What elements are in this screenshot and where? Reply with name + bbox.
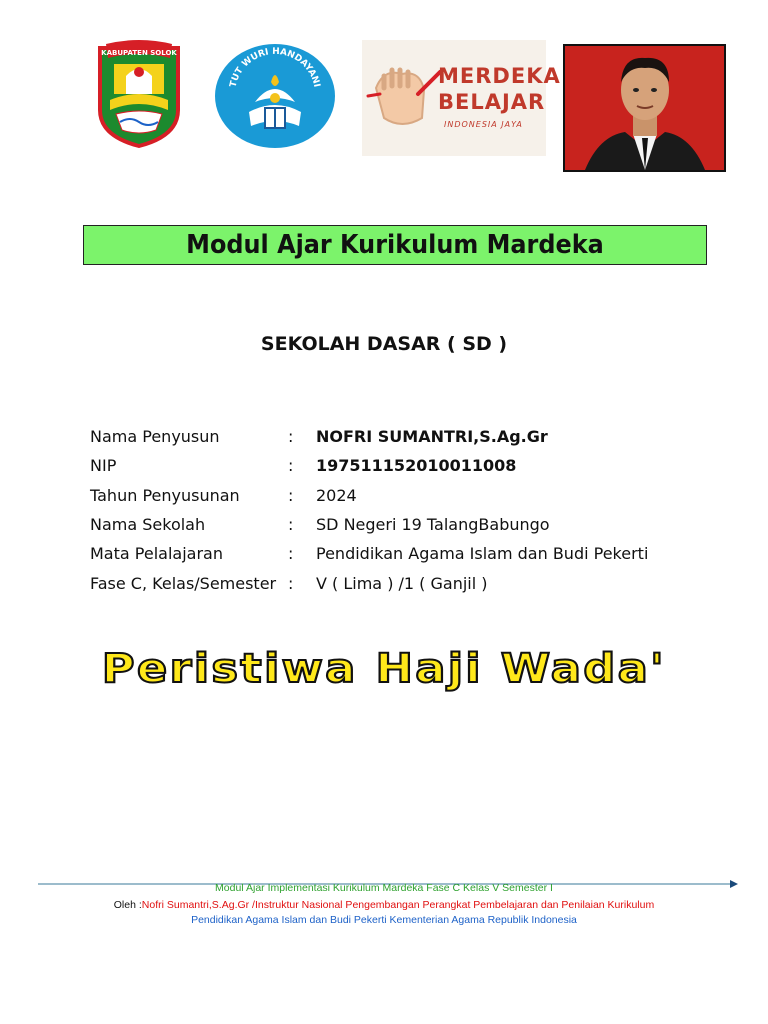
footer-ministry-line: Pendidikan Agama Islam dan Budi Pekerti Kementerian Agama Republik Indonesia xyxy=(191,914,577,926)
info-colon: : xyxy=(288,456,294,476)
info-value-phase: V ( Lima ) /1 ( Ganjil ) xyxy=(316,573,488,593)
solok-logo-text: KABUPATEN SOLOK xyxy=(101,49,177,57)
module-info-table xyxy=(90,422,648,598)
lesson-title xyxy=(0,646,768,692)
info-label: Tahun Penyusunan xyxy=(90,485,240,505)
tut-wuri-handayani-logo xyxy=(213,42,337,150)
info-row-school xyxy=(90,510,648,539)
merdeka-belajar-logo xyxy=(362,40,561,156)
info-colon: : xyxy=(288,573,294,593)
school-level-heading: SEKOLAH DASAR ( SD ) xyxy=(260,333,508,355)
merdeka-logo-subtitle: INDONESIA JAYA xyxy=(444,120,523,129)
info-value-nip: 197511152010011008 xyxy=(316,456,517,476)
footer-author-prefix: Oleh : xyxy=(113,899,142,911)
info-label: Nama Penyusun xyxy=(90,427,220,447)
footer-module-line: Modul Ajar Implementasi Kurikulum Mardeka Fase C Kelas V Semester I xyxy=(215,882,553,894)
info-label: Fase C, Kelas/Semester xyxy=(90,573,277,593)
info-label: Mata Pelalajaran xyxy=(90,544,223,564)
module-title: Modul Ajar Kurikulum Mardeka xyxy=(186,230,604,260)
info-row-subject xyxy=(90,539,648,568)
info-row-year xyxy=(90,481,648,510)
kabupaten-solok-logo xyxy=(96,40,182,148)
merdeka-logo-line1: MERDEKA xyxy=(438,64,561,88)
info-row-author xyxy=(90,422,648,451)
info-colon: : xyxy=(288,544,294,564)
info-colon: : xyxy=(288,515,294,535)
info-row-nip xyxy=(90,451,648,480)
author-photo xyxy=(563,44,726,172)
info-value-subject: Pendidikan Agama Islam dan Budi Pekerti xyxy=(316,544,649,564)
merdeka-logo-line2: BELAJAR xyxy=(438,90,546,114)
module-title-banner xyxy=(83,225,707,265)
footer-author-name: Nofri Sumantri,S.Ag.Gr /Instruktur Nasional Pengembangan Perangkat Pembelajaran dan Penilaian Kurikulum xyxy=(141,899,655,911)
info-value-school: SD Negeri 19 TalangBabungo xyxy=(316,515,550,535)
tutwuri-logo-text: TUT WURI HANDAYANI xyxy=(228,46,322,89)
info-label: Nama Sekolah xyxy=(90,515,206,535)
info-value-year: 2024 xyxy=(316,485,357,505)
info-label: NIP xyxy=(90,456,117,476)
info-row-phase xyxy=(90,568,648,597)
info-colon: : xyxy=(288,485,294,505)
footer-author-line xyxy=(0,899,768,911)
info-colon: : xyxy=(288,427,294,447)
lesson-title-text: Peristiwa Haji Wada' xyxy=(101,646,667,692)
info-value-author: NOFRI SUMANTRI,S.Ag.Gr xyxy=(316,427,548,447)
